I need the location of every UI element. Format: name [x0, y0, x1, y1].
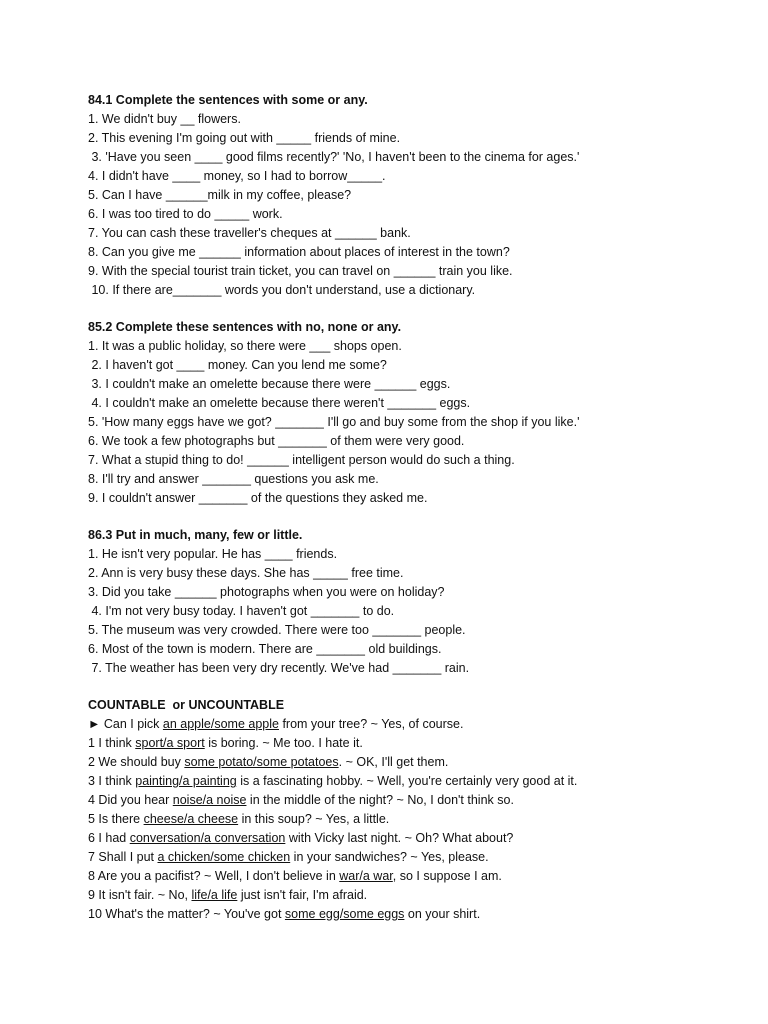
underlined-choice: sport/a sport [135, 736, 205, 750]
line-text: 8 Are you a pacifist? ~ Well, I don't believe in [88, 869, 340, 883]
exercise-line: 2. This evening I'm going out with _____ friends of mine. [88, 131, 401, 145]
exercise-line [88, 734, 748, 753]
line-text: from your tree? ~ Yes, of course. [278, 717, 464, 731]
line-text: in the middle of the night? ~ No, I don't think so. [246, 793, 514, 807]
exercise-line: 1. We didn't buy __ flowers. [88, 112, 241, 126]
line-text: 7 Shall I put [88, 850, 158, 864]
exercise-line: 5. The museum was very crowded. There were too _______ people. [88, 623, 466, 637]
section-heading: COUNTABLE or UNCOUNTABLE [88, 698, 285, 712]
line-text: ► Can I pick [88, 717, 163, 731]
exercise-line: 7. What a stupid thing to do! ______ intelligent person would do such a thing. [88, 453, 515, 467]
exercise-line [88, 848, 748, 867]
section-some-any [88, 91, 748, 300]
exercise-line [88, 867, 748, 886]
underlined-choice: war/a war [339, 869, 393, 883]
line-text: , so I suppose I am. [392, 869, 502, 883]
line-text: 2 We should buy [88, 755, 185, 769]
exercise-line: 9. With the special tourist train ticket, you can travel on ______ train you like. [88, 264, 513, 278]
exercise-line: 7. The weather has been very dry recently. We've had _______ rain. [88, 661, 470, 675]
exercise-line: 7. You can cash these traveller's cheques at ______ bank. [88, 226, 411, 240]
exercise-line [88, 829, 748, 848]
section-no-none-any [88, 318, 748, 508]
worksheet-page [88, 91, 748, 942]
line-text: 9 It isn't fair. ~ No, [88, 888, 192, 902]
exercise-line: 8. I'll try and answer _______ questions you ask me. [88, 472, 379, 486]
underlined-choice: noise/a noise [172, 793, 247, 807]
underlined-choice: some potato/some potatoes [184, 755, 339, 769]
underlined-choice: some egg/some eggs [284, 907, 405, 921]
section-countable-uncountable [88, 696, 748, 924]
line-text: just isn't fair, I'm afraid. [237, 888, 368, 902]
exercise-line: 4. I couldn't make an omelette because there weren't _______ eggs. [88, 396, 471, 410]
underlined-choice: conversation/a conversation [129, 831, 286, 845]
underlined-choice: cheese/a cheese [143, 812, 239, 826]
exercise-line: 1. He isn't very popular. He has ____ friends. [88, 547, 338, 561]
line-text: 4 Did you hear [88, 793, 173, 807]
exercise-line: 6. Most of the town is modern. There are _______ old buildings. [88, 642, 442, 656]
line-text: 10 What's the matter? ~ You've got [88, 907, 285, 921]
section-heading: 85.2 Complete these sentences with no, none or any. [88, 320, 402, 334]
line-text: 1 I think [88, 736, 136, 750]
exercise-line: 3. I couldn't make an omelette because there were ______ eggs. [88, 377, 451, 391]
exercise-line: 5. Can I have ______milk in my coffee, please? [88, 188, 352, 202]
line-text: is boring. ~ Me too. I hate it. [204, 736, 363, 750]
exercise-line [88, 753, 748, 772]
line-text: 3 I think [88, 774, 136, 788]
line-text: is a fascinating hobby. ~ Well, you're certainly very good at it. [236, 774, 578, 788]
exercise-line: 4. I'm not very busy today. I haven't got _______ to do. [88, 604, 395, 618]
exercise-line: 2. Ann is very busy these days. She has _____ free time. [88, 566, 404, 580]
section-heading: 84.1 Complete the sentences with some or any. [88, 93, 368, 107]
section-heading: 86.3 Put in much, many, few or little. [88, 528, 303, 542]
exercise-line [88, 810, 748, 829]
line-text: . ~ OK, I'll get them. [338, 755, 449, 769]
exercise-line: 6. We took a few photographs but _______ of them were very good. [88, 434, 465, 448]
line-text: in your sandwiches? ~ Yes, please. [290, 850, 489, 864]
underlined-choice: an apple/some apple [162, 717, 279, 731]
exercise-line: 8. Can you give me ______ information about places of interest in the town? [88, 245, 510, 259]
underlined-choice: painting/a painting [135, 774, 237, 788]
line-text: on your shirt. [404, 907, 481, 921]
exercise-line: 1. It was a public holiday, so there were ___ shops open. [88, 339, 402, 353]
underlined-choice: life/a life [191, 888, 238, 902]
exercise-line: 6. I was too tired to do _____ work. [88, 207, 283, 221]
exercise-line: 3. Did you take ______ photographs when you were on holiday? [88, 585, 445, 599]
exercise-line: 4. I didn't have ____ money, so I had to borrow_____. [88, 169, 386, 183]
line-text: 6 I had [88, 831, 130, 845]
exercise-line [88, 772, 748, 791]
underlined-choice: a chicken/some chicken [157, 850, 291, 864]
line-text: in this soup? ~ Yes, a little. [238, 812, 390, 826]
exercise-line [88, 905, 748, 924]
exercise-line: 10. If there are_______ words you don't understand, use a dictionary. [88, 283, 476, 297]
exercise-line [88, 791, 748, 810]
exercise-line [88, 715, 748, 734]
section-much-many-few-little [88, 526, 748, 678]
exercise-line: 2. I haven't got ____ money. Can you lend me some? [88, 358, 387, 372]
line-text: with Vicky last night. ~ Oh? What about? [285, 831, 514, 845]
exercise-line: 5. 'How many eggs have we got? _______ I'll go and buy some from the shop if you like.' [88, 415, 580, 429]
line-text: 5 Is there [88, 812, 144, 826]
exercise-line [88, 886, 748, 905]
exercise-line: 9. I couldn't answer _______ of the questions they asked me. [88, 491, 428, 505]
exercise-line: 3. 'Have you seen ____ good films recently?' 'No, I haven't been to the cinema for ages.' [88, 150, 580, 164]
